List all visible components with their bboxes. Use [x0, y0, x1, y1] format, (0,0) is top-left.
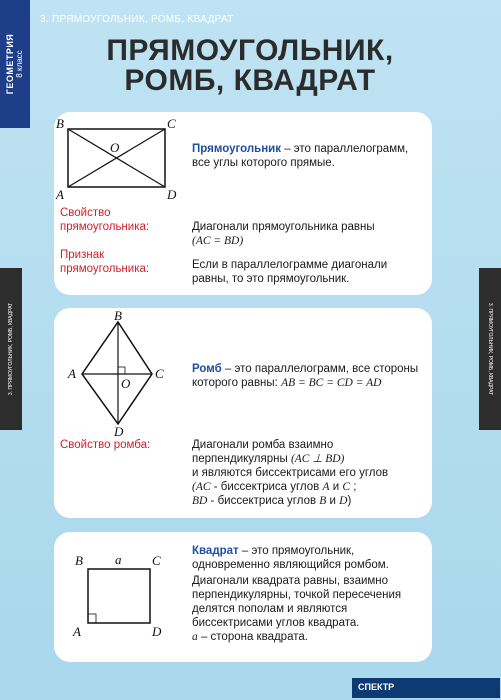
rectangle-criterion-text: Если в параллелограмме диагонали равны, то это прямоугольник.	[192, 259, 388, 285]
vertex-d-label: D	[114, 424, 124, 439]
rectangle-property-text: Диагонали прямоугольника равны (AC = BD)	[192, 221, 375, 247]
vertex-c-label: C	[152, 553, 161, 568]
rhombus-property-text: Диагонали ромба взаимно перпендикулярны (AC ⊥ BD) и являются биссектрисами его углов (AC - биссектриса углов A и C ; BD - биссектриса углов B и D)	[192, 439, 389, 507]
square-figure	[54, 532, 184, 642]
breadcrumb: 3. ПРЯМОУГОЛЬНИК, РОМБ, КВАДРАТ	[40, 14, 234, 25]
rhombus-figure	[54, 308, 194, 438]
publisher-logo: СПЕКТР	[352, 678, 500, 698]
rectangle-definition: Прямоугольник – это параллелограмм, все углы которого прямые.	[192, 143, 409, 169]
vertex-d-label: D	[152, 624, 162, 639]
rectangle-card	[54, 112, 432, 295]
rhombus-property-label: Свойство ромба:	[60, 439, 151, 451]
rectangle-criterion-label: Признак прямоугольника:	[60, 249, 150, 275]
vertex-b-label: B	[114, 308, 122, 323]
square-definition: Квадрат – это прямоугольник, одновременно являющийся ромбом.	[192, 545, 389, 571]
left-side-strip: 3. ПРЯМОУГОЛЬНИК, РОМБ, КВАДРАТ	[0, 268, 22, 430]
rhombus-card	[54, 308, 432, 518]
center-o-label: O	[110, 140, 120, 155]
square-card	[54, 532, 432, 662]
side-a-label: a	[115, 552, 122, 567]
vertex-b-label: B	[56, 116, 64, 131]
rhombus-definition: Ромб – это параллелограмм, все стороны которого равны: AB = BC = CD = AD	[192, 363, 419, 389]
rectangle-figure	[54, 112, 184, 202]
center-o-label: O	[121, 376, 131, 391]
subject-tab	[0, 0, 30, 128]
page-title: ПРЯМОУГОЛЬНИК, РОМБ, КВАДРАТ	[106, 34, 394, 97]
subject-label: ГЕОМЕТРИЯ 8 класс	[5, 33, 25, 95]
right-side-strip: 3. ПРЯМОУГОЛЬНИК, РОМБ, КВАДРАТ	[479, 268, 501, 430]
vertex-a-label: A	[56, 187, 64, 202]
vertex-b-label: B	[75, 553, 83, 568]
vertex-a-label: A	[68, 366, 76, 381]
vertex-c-label: C	[155, 366, 164, 381]
vertex-c-label: C	[167, 116, 176, 131]
vertex-a-label: A	[73, 624, 81, 639]
vertex-d-label: D	[167, 187, 177, 202]
square-properties: Диагонали квадрата равны, взаимно перпендикулярны, точкой пересечения делятся пополам и являются биссектрисами углов квадрата. a – сторона квадрата.	[192, 575, 402, 643]
rectangle-property-label: Свойство прямоугольника:	[60, 207, 150, 233]
